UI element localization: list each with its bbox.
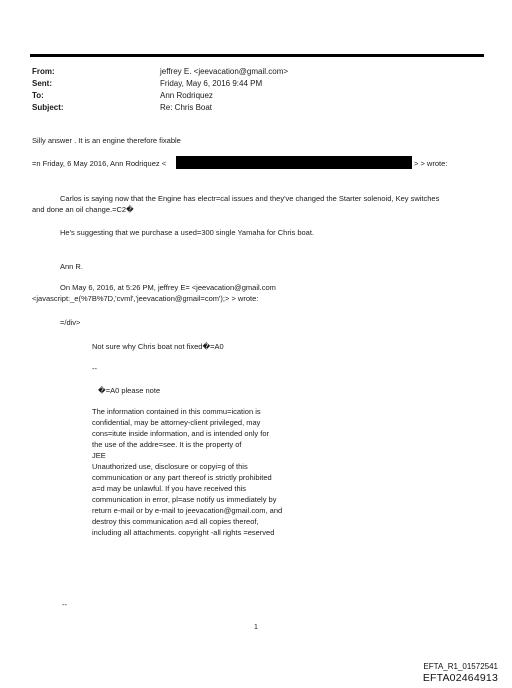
disclaimer-line: a=d may be unlawful. If you have received this (92, 484, 247, 493)
to-label: To: (32, 91, 44, 100)
redaction-bar (176, 156, 412, 169)
disclaimer-line: The information contained in this commu=ication is (92, 407, 261, 416)
disclaimer-line: communication or any part thereof is strictly prohibited (92, 473, 272, 482)
disclaimer-line: including all attachments. copyright -all rights =eserved (92, 528, 275, 537)
signature: Ann R. (60, 262, 83, 271)
paragraph-1-line-2: and done an oil change.=C2� (32, 205, 134, 214)
quote-intro-right: > > wrote: (414, 159, 448, 168)
disclaimer-line: cons=itute inside information, and is intended only for (92, 429, 269, 438)
nested-intro-line-2: <javascript:_e(%7B%7D,'cvml','jeevacation@gmail=com');> > wrote: (32, 294, 259, 303)
header-rule (30, 54, 484, 57)
disclaimer-line: Unauthorized use, disclosure or copyi=g of this (92, 462, 248, 471)
separator-dashes: -- (62, 600, 67, 609)
nested-message: Not sure why Chris boat not fixed�=A0 (92, 342, 224, 351)
from-label: From: (32, 67, 55, 76)
disclaimer-block (92, 406, 332, 538)
separator-dashes: -- (92, 364, 97, 373)
disclaimer-line: return e-mail or by e-mail to jeevacation@gmail.com, and (92, 506, 283, 515)
bates-stamp: EFTA02464913 (422, 672, 498, 684)
sent-value: Friday, May 6, 2016 9:44 PM (160, 79, 263, 88)
quote-intro-left: =n Friday, 6 May 2016, Ann Rodriquez < (32, 159, 167, 168)
disclaimer-line: JEE (92, 451, 106, 460)
please-note: �=A0 please note (98, 386, 161, 395)
reply-text: Silly answer . It is an engine therefore fixable (32, 136, 181, 145)
disclaimer-line: the use of the addre=see. It is the property of (92, 440, 242, 449)
disclaimer-line: communication in error, pl=ase notify us immediately by (92, 495, 277, 504)
subject-value: Re: Chris Boat (160, 103, 213, 112)
page-number: 1 (254, 624, 258, 631)
nested-intro-line-1: On May 6, 2016, at 5:26 PM, jeffrey E= <jeevacation@gmail.com (60, 283, 276, 292)
paragraph-2: He's suggesting that we purchase a used=300 single Yamaha for Chris boat. (60, 228, 315, 237)
disclaimer-line: destroy this communication a=d all copies thereof, (92, 517, 259, 526)
subject-label: Subject: (32, 103, 64, 112)
bates-stamp-r1: EFTA_R1_01572541 (423, 662, 498, 671)
sent-label: Sent: (32, 79, 52, 88)
paragraph-1-line-1: Carlos is saying now that the Engine has electr=cal issues and they've changed the Starter solenoid, Key switches (60, 194, 440, 203)
to-value: Ann Rodriquez (160, 91, 213, 100)
disclaimer-line: confidential, may be attorney-client privileged, may (92, 418, 261, 427)
from-value: jeffrey E. <jeevacation@gmail.com> (160, 67, 289, 76)
div-close-text: =/div> (60, 318, 81, 327)
